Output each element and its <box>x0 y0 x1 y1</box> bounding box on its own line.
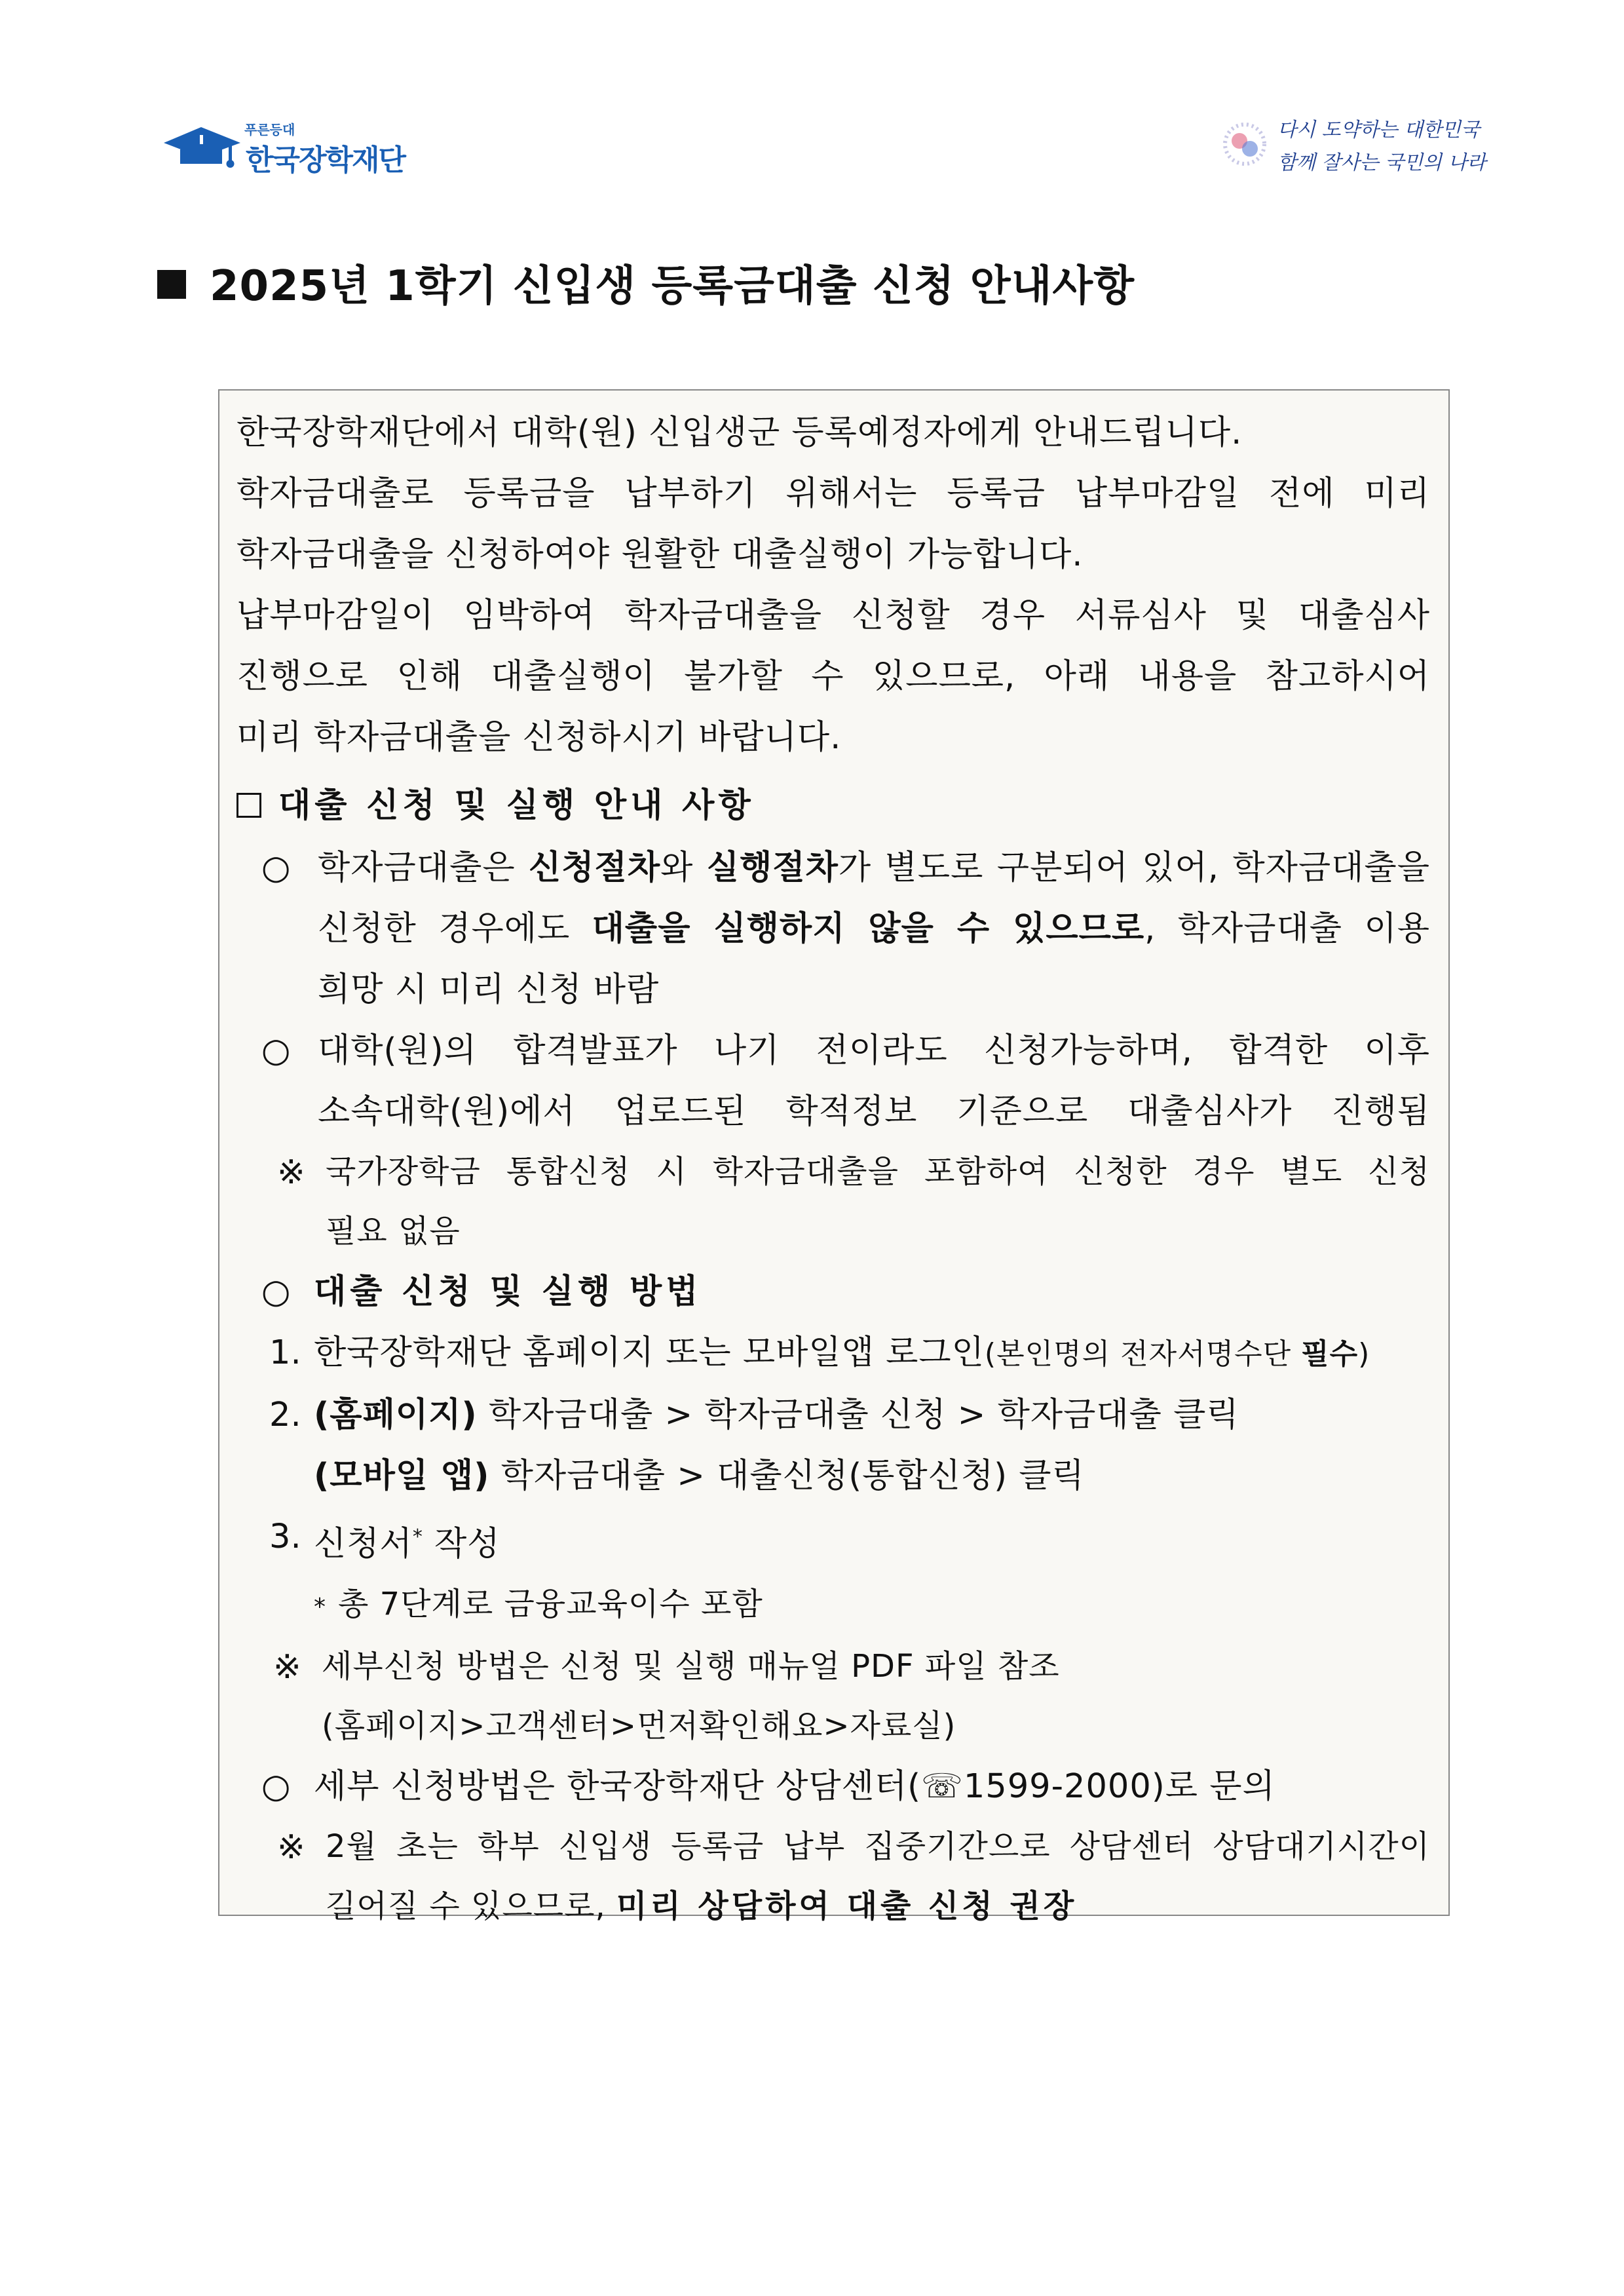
method-heading <box>236 1261 1430 1322</box>
intro-line: 진행으로 인해 대출실행이 불가할 수 있으므로, 아래 내용을 참고하시어 <box>236 657 1430 696</box>
bold-text: (홈페이지) <box>314 1396 478 1434</box>
small-text: ) <box>1358 1337 1370 1371</box>
note-line: 국가장학금 통합신청 시 학자금대출을 포함하여 신청한 경우 별도 신청 <box>326 1153 1430 1190</box>
reference-note <box>236 1142 1430 1261</box>
bullet-line: 희망 시 미리 신청 바람 <box>318 970 660 1009</box>
small-text: (본인명의 전자서명수단 <box>984 1337 1302 1371</box>
bullet-item <box>236 1756 1430 1817</box>
intro-line: 납부마감일이 임박하여 학자금대출을 신청할 경우 서류심사 및 대출심사 <box>236 596 1430 635</box>
step-line <box>314 1445 1430 1506</box>
text: 학자금대출 > 대출신청(통합신청) 클릭 <box>489 1457 1085 1495</box>
note-line <box>326 1877 1430 1936</box>
footnote-line <box>314 1575 1430 1637</box>
bullet-line: 대학(원)의 합격발표가 나기 전이라도 신청가능하며, 합격한 이후 <box>318 1031 1430 1070</box>
black-square-icon <box>157 270 186 299</box>
bullet-line: 소속대학(원)에서 업로드된 학적정보 기준으로 대출심사가 진행됨 <box>318 1092 1430 1131</box>
taegeuk-emblem-icon <box>1218 115 1271 180</box>
text: , 학자금대출 이용 <box>1144 909 1431 948</box>
section-heading <box>236 775 1430 837</box>
intro-line: 미리 학자금대출을 신청하시기 바랍니다. <box>236 718 842 757</box>
text: 신청한 경우에도 <box>318 909 592 948</box>
step-line <box>314 1385 1430 1445</box>
bold-text: 미리 상담하여 대출 신청 권장 <box>616 1888 1078 1924</box>
bullet-line <box>318 898 1430 959</box>
step-number: 1. <box>269 1333 301 1372</box>
text: 총 7단계로 금융교육이수 포함 <box>338 1586 763 1622</box>
footnote-mark: * <box>412 1525 423 1548</box>
bullet-item <box>236 837 1430 1020</box>
step-number: 3. <box>269 1518 301 1556</box>
text: 한국장학재단 홈페이지 또는 모바일앱 로그인 <box>314 1333 985 1372</box>
step-line <box>314 1322 1430 1385</box>
circle-bullet-icon: ○ <box>261 849 291 887</box>
reference-mark-icon: ※ <box>277 1828 305 1867</box>
bold-text: 대출을 실행하지 않을 수 있으므로 <box>592 909 1145 948</box>
government-slogan <box>1218 108 1494 187</box>
bold-text: 실행절차 <box>706 849 839 887</box>
notice-box <box>218 389 1450 1924</box>
text: 작성 <box>423 1525 500 1563</box>
intro-line: 학자금대출로 등록금을 납부하기 위해서는 등록금 납부마감일 전에 미리 <box>236 474 1430 513</box>
logo-small-text: 푸른등대 <box>244 122 295 138</box>
logo-text: 한국장학재단 <box>246 144 406 177</box>
bold-text: 필수 <box>1301 1337 1359 1371</box>
step-item <box>236 1506 1430 1637</box>
note-line: 필요 없음 <box>326 1213 461 1250</box>
intro-line: 한국장학재단에서 대학(원) 신입생군 등록예정자에게 안내드립니다. <box>236 413 1243 452</box>
reference-mark-icon: ※ <box>277 1153 305 1192</box>
circle-bullet-icon: ○ <box>261 1031 291 1070</box>
graduation-cap-icon <box>161 118 246 177</box>
reference-mark-icon: ※ <box>273 1648 301 1687</box>
step-number: 2. <box>269 1396 301 1434</box>
reference-note <box>236 1637 1430 1756</box>
text: 와 <box>660 849 707 887</box>
asterisk-icon: * <box>314 1594 326 1620</box>
bold-text: (모바일 앱) <box>314 1457 490 1495</box>
bold-text: 신청절차 <box>529 849 661 887</box>
page-title-text: 2025년 1학기 신입생 등록금대출 신청 안내사항 <box>210 262 1135 311</box>
step-line <box>314 1506 1430 1575</box>
note-line: (홈페이지>고객센터>먼저확인해요>자료실) <box>322 1708 956 1744</box>
kosaf-logo <box>161 118 406 177</box>
circle-bullet-icon: ○ <box>261 1272 291 1311</box>
text: 가 별도로 구분되어 있어, 학자금대출을 <box>838 849 1430 887</box>
bullet-line: 세부 신청방법은 한국장학재단 상담센터(☏1599-2000)로 문의 <box>314 1767 1275 1806</box>
method-title: 대출 신청 및 실행 방법 <box>314 1272 702 1311</box>
text: 길어질 수 있으므로, <box>326 1888 616 1924</box>
note-line: 세부신청 방법은 신청 및 실행 매뉴얼 PDF 파일 참조 <box>322 1648 1060 1685</box>
checkbox-square-icon <box>236 793 261 818</box>
text: 신청서 <box>314 1525 413 1563</box>
step-item <box>236 1322 1430 1385</box>
bullet-line <box>318 837 1430 898</box>
bullet-item <box>236 1020 1430 1142</box>
section-title: 대출 신청 및 실행 안내 사항 <box>278 786 755 825</box>
step-item <box>236 1385 1430 1506</box>
circle-bullet-icon: ○ <box>261 1767 291 1806</box>
text: 학자금대출은 <box>318 849 529 887</box>
text: 학자금대출 > 학자금대출 신청 > 학자금대출 클릭 <box>477 1396 1239 1434</box>
page-title <box>157 252 1135 313</box>
slogan-line-1: 다시 도약하는 대한민국 <box>1277 119 1480 142</box>
reference-note <box>236 1817 1430 1936</box>
slogan-line-2: 함께 잘사는 국민의 나라 <box>1277 151 1486 174</box>
intro-line: 학자금대출을 신청하여야 원활한 대출실행이 가능합니다. <box>236 535 1084 574</box>
note-line: 2월 초는 학부 신입생 등록금 납부 집중기간으로 상담센터 상담대기시간이 <box>326 1828 1430 1865</box>
